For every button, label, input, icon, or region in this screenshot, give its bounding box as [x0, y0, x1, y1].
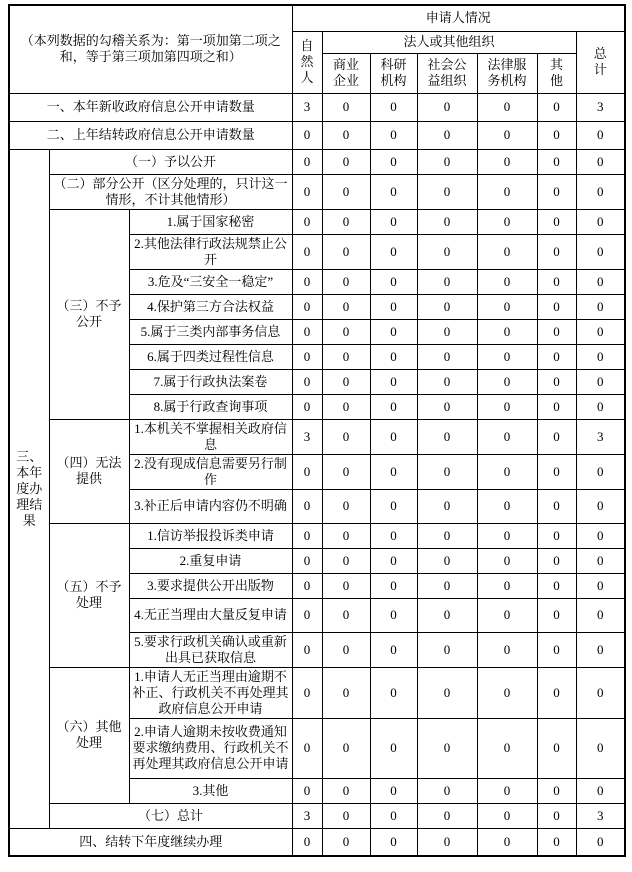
value-cell: 0: [322, 93, 370, 121]
value-cell: 3: [292, 93, 322, 121]
value-cell: 0: [477, 667, 537, 718]
value-cell: 0: [477, 454, 537, 489]
section-label-annual-results: [9, 149, 49, 828]
value-cell: 0: [417, 294, 477, 319]
value-cell: 0: [417, 803, 477, 828]
value-cell: 0: [537, 394, 576, 419]
value-cell: 0: [576, 234, 625, 269]
value-cell: 0: [292, 319, 322, 344]
value-cell: 0: [537, 319, 576, 344]
value-cell: 0: [322, 718, 370, 778]
value-cell: 0: [576, 828, 625, 856]
value-cell: 0: [576, 209, 625, 234]
value-cell: 0: [370, 718, 417, 778]
value-cell: 0: [477, 803, 537, 828]
value-cell: 0: [537, 489, 576, 523]
row-label: 一、本年新收政府信息公开申请数量: [9, 93, 292, 121]
value-cell: 0: [537, 454, 576, 489]
value-cell: 3: [576, 419, 625, 454]
header-commercial-enterprise-label: 商业企业: [332, 57, 359, 88]
value-cell: 0: [537, 174, 576, 209]
header-natural-person-label: 自然人: [300, 38, 314, 85]
value-cell: 0: [537, 828, 576, 856]
value-cell: 0: [417, 121, 477, 149]
value-cell: 0: [477, 121, 537, 149]
row-label: 2.申请人逾期未按收费通知要求缴纳费用、行政机关不再处理其政府信息公开申请: [129, 718, 292, 778]
header-research-institution: [370, 53, 417, 93]
header-legal-service-org: [477, 53, 537, 93]
row-label: 6.属于四类过程性信息: [129, 344, 292, 369]
value-cell: 0: [477, 149, 537, 174]
value-cell: 0: [477, 93, 537, 121]
value-cell: 0: [322, 598, 370, 632]
value-cell: 0: [417, 174, 477, 209]
value-cell: 0: [417, 93, 477, 121]
value-cell: 0: [370, 803, 417, 828]
value-cell: 0: [537, 121, 576, 149]
value-cell: 0: [477, 778, 537, 803]
value-cell: 0: [477, 344, 537, 369]
value-cell: 0: [370, 394, 417, 419]
value-cell: 0: [576, 489, 625, 523]
value-cell: 0: [370, 319, 417, 344]
value-cell: 0: [417, 548, 477, 573]
header-other: [537, 53, 576, 93]
value-cell: 3: [292, 419, 322, 454]
value-cell: 0: [576, 718, 625, 778]
value-cell: 0: [417, 269, 477, 294]
row-label: （二）部分公开（区分处理的，只计这一情形，不计其他情形）: [49, 174, 292, 209]
value-cell: 0: [417, 234, 477, 269]
value-cell: 3: [576, 803, 625, 828]
value-cell: 0: [370, 344, 417, 369]
value-cell: 0: [292, 209, 322, 234]
header-legal-service-org-label: 法律服务机构: [487, 57, 527, 88]
value-cell: 0: [537, 598, 576, 632]
value-cell: 0: [477, 369, 537, 394]
reconciliation-note: （本列数据的勾稽关系为：第一项加第二项之和，等于第三项加第四项之和）: [9, 5, 292, 93]
row-label: 1.本机关不掌握相关政府信息: [129, 419, 292, 454]
value-cell: 0: [322, 454, 370, 489]
value-cell: 0: [292, 828, 322, 856]
row-label: 1.申请人无正当理由逾期不补正、行政机关不再处理其政府信息公开申请: [129, 667, 292, 718]
value-cell: 0: [322, 419, 370, 454]
value-cell: 0: [322, 394, 370, 419]
row-label: 1.属于国家秘密: [129, 209, 292, 234]
value-cell: 0: [292, 121, 322, 149]
value-cell: 0: [370, 778, 417, 803]
value-cell: 0: [322, 778, 370, 803]
value-cell: 0: [292, 369, 322, 394]
value-cell: 0: [370, 149, 417, 174]
value-cell: 0: [322, 174, 370, 209]
value-cell: 0: [370, 209, 417, 234]
value-cell: 0: [417, 667, 477, 718]
value-cell: 0: [417, 718, 477, 778]
value-cell: 0: [370, 573, 417, 598]
value-cell: 0: [477, 718, 537, 778]
value-cell: 0: [576, 394, 625, 419]
header-research-institution-label: 科研机构: [380, 57, 407, 88]
value-cell: 0: [576, 573, 625, 598]
row-label: 2.重复申请: [129, 548, 292, 573]
value-cell: 0: [417, 828, 477, 856]
value-cell: 0: [477, 632, 537, 667]
header-other-label: 其他: [549, 57, 563, 88]
value-cell: 0: [576, 294, 625, 319]
value-cell: 0: [477, 548, 537, 573]
value-cell: 0: [292, 718, 322, 778]
row-label: 四、结转下年度继续办理: [9, 828, 292, 856]
header-total: [576, 31, 625, 93]
value-cell: 0: [370, 489, 417, 523]
row-label: 4.保护第三方合法权益: [129, 294, 292, 319]
value-cell: 0: [576, 344, 625, 369]
value-cell: 0: [370, 121, 417, 149]
row-label: 3.其他: [129, 778, 292, 803]
row-label: 1.信访举报投诉类申请: [129, 523, 292, 548]
group-label-other-handling: （六）其他处理: [49, 667, 129, 803]
row-label: 7.属于行政执法案卷: [129, 369, 292, 394]
value-cell: 0: [417, 394, 477, 419]
value-cell: 0: [537, 718, 576, 778]
value-cell: 0: [370, 174, 417, 209]
value-cell: 0: [537, 573, 576, 598]
value-cell: 0: [292, 489, 322, 523]
value-cell: 0: [370, 632, 417, 667]
value-cell: 3: [576, 93, 625, 121]
value-cell: 0: [292, 454, 322, 489]
value-cell: 0: [292, 523, 322, 548]
value-cell: 0: [370, 294, 417, 319]
value-cell: 0: [292, 394, 322, 419]
value-cell: 0: [417, 344, 477, 369]
header-legal-or-other-org: 法人或其他组织: [322, 31, 576, 53]
value-cell: 0: [477, 394, 537, 419]
value-cell: 0: [576, 149, 625, 174]
row-label: 2.其他法律行政法规禁止公开: [129, 234, 292, 269]
value-cell: 0: [576, 454, 625, 489]
value-cell: 0: [292, 294, 322, 319]
row-label: 8.属于行政查询事项: [129, 394, 292, 419]
value-cell: 0: [370, 523, 417, 548]
value-cell: 0: [322, 121, 370, 149]
value-cell: 0: [417, 149, 477, 174]
value-cell: 0: [292, 548, 322, 573]
group-label-not-processed: （五）不予处理: [49, 523, 129, 667]
value-cell: 0: [322, 667, 370, 718]
value-cell: 0: [537, 344, 576, 369]
value-cell: 0: [537, 548, 576, 573]
value-cell: 0: [537, 209, 576, 234]
value-cell: 0: [322, 828, 370, 856]
value-cell: 0: [477, 598, 537, 632]
value-cell: 0: [292, 598, 322, 632]
value-cell: 0: [477, 269, 537, 294]
value-cell: 0: [322, 803, 370, 828]
value-cell: 0: [576, 319, 625, 344]
value-cell: 0: [537, 149, 576, 174]
value-cell: 0: [322, 209, 370, 234]
value-cell: 0: [576, 548, 625, 573]
value-cell: 0: [417, 454, 477, 489]
value-cell: 0: [322, 319, 370, 344]
row-label: （一）予以公开: [49, 149, 292, 174]
value-cell: 0: [417, 523, 477, 548]
value-cell: 0: [370, 269, 417, 294]
value-cell: 0: [477, 523, 537, 548]
value-cell: 0: [292, 573, 322, 598]
value-cell: 0: [322, 573, 370, 598]
value-cell: 0: [477, 294, 537, 319]
value-cell: 0: [322, 269, 370, 294]
value-cell: 0: [417, 489, 477, 523]
value-cell: 0: [370, 369, 417, 394]
value-cell: 0: [322, 523, 370, 548]
value-cell: 0: [537, 523, 576, 548]
value-cell: 0: [537, 294, 576, 319]
value-cell: 0: [292, 667, 322, 718]
value-cell: 0: [417, 573, 477, 598]
value-cell: 0: [537, 93, 576, 121]
value-cell: 0: [292, 174, 322, 209]
row-label: 3.补正后申请内容仍不明确: [129, 489, 292, 523]
value-cell: 0: [537, 803, 576, 828]
value-cell: 0: [477, 489, 537, 523]
value-cell: 0: [537, 778, 576, 803]
value-cell: 0: [477, 319, 537, 344]
value-cell: 0: [322, 234, 370, 269]
value-cell: 0: [477, 209, 537, 234]
value-cell: 0: [477, 419, 537, 454]
header-commercial-enterprise: [322, 53, 370, 93]
value-cell: 0: [370, 419, 417, 454]
value-cell: 0: [576, 598, 625, 632]
row-label: 4.无正当理由大量反复申请: [129, 598, 292, 632]
value-cell: 0: [292, 344, 322, 369]
value-cell: 0: [417, 319, 477, 344]
value-cell: 3: [292, 803, 322, 828]
header-natural-person: [292, 31, 322, 93]
value-cell: 0: [322, 548, 370, 573]
value-cell: 0: [537, 667, 576, 718]
value-cell: 0: [417, 369, 477, 394]
value-cell: 0: [576, 667, 625, 718]
value-cell: 0: [370, 454, 417, 489]
header-public-welfare-org-label: 社会公益组织: [427, 57, 467, 88]
value-cell: 0: [417, 209, 477, 234]
value-cell: 0: [417, 598, 477, 632]
header-public-welfare-org: [417, 53, 477, 93]
value-cell: 0: [292, 632, 322, 667]
value-cell: 0: [322, 149, 370, 174]
section-label-annual-results-text: 三、本年度办理结果: [16, 448, 43, 528]
header-total-label: 总计: [593, 46, 607, 77]
value-cell: 0: [537, 369, 576, 394]
value-cell: 0: [292, 234, 322, 269]
value-cell: 0: [417, 419, 477, 454]
value-cell: 0: [370, 548, 417, 573]
value-cell: 0: [292, 149, 322, 174]
value-cell: 0: [537, 632, 576, 667]
value-cell: 0: [292, 269, 322, 294]
row-label: 2.没有现成信息需要另行制作: [129, 454, 292, 489]
value-cell: 0: [576, 121, 625, 149]
value-cell: 0: [477, 174, 537, 209]
group-label-not-disclosed: （三）不予公开: [49, 209, 129, 419]
value-cell: 0: [417, 632, 477, 667]
value-cell: 0: [322, 369, 370, 394]
group-label-unable-to-provide: （四）无法提供: [49, 419, 129, 523]
value-cell: 0: [292, 778, 322, 803]
header-applicant-situation: 申请人情况: [292, 5, 625, 31]
value-cell: 0: [322, 632, 370, 667]
value-cell: 0: [576, 632, 625, 667]
value-cell: 0: [322, 294, 370, 319]
value-cell: 0: [417, 778, 477, 803]
row-label: 5.属于三类内部事务信息: [129, 319, 292, 344]
value-cell: 0: [322, 344, 370, 369]
value-cell: 0: [477, 573, 537, 598]
value-cell: 0: [370, 828, 417, 856]
value-cell: 0: [370, 234, 417, 269]
row-label: 3.危及“三安全一稳定”: [129, 269, 292, 294]
row-label: 5.要求行政机关确认或重新出具已获取信息: [129, 632, 292, 667]
disclosure-requests-table: [8, 4, 626, 857]
value-cell: 0: [537, 419, 576, 454]
value-cell: 0: [370, 93, 417, 121]
value-cell: 0: [537, 234, 576, 269]
value-cell: 0: [477, 234, 537, 269]
value-cell: 0: [370, 598, 417, 632]
value-cell: 0: [537, 269, 576, 294]
value-cell: 0: [576, 523, 625, 548]
row-label-subtotal: （七）总计: [49, 803, 292, 828]
row-label: 二、上年结转政府信息公开申请数量: [9, 121, 292, 149]
value-cell: 0: [322, 489, 370, 523]
value-cell: 0: [576, 269, 625, 294]
value-cell: 0: [576, 369, 625, 394]
value-cell: 0: [370, 667, 417, 718]
value-cell: 0: [477, 828, 537, 856]
row-label: 3.要求提供公开出版物: [129, 573, 292, 598]
value-cell: 0: [576, 174, 625, 209]
value-cell: 0: [576, 778, 625, 803]
